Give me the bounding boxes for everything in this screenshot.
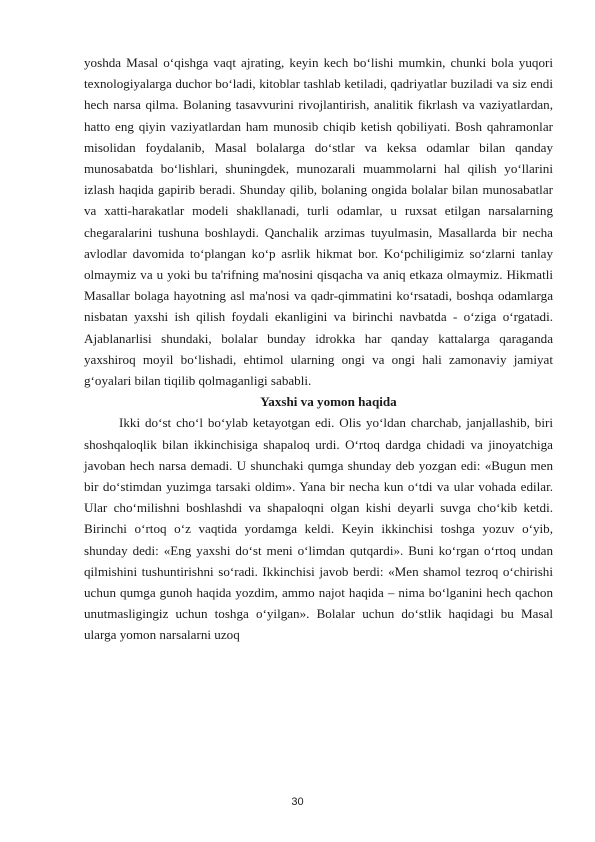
page-number: 30 [291, 796, 304, 808]
document-page [84, 52, 553, 646]
section-heading: Yaxshi va yomon haqida [260, 394, 397, 410]
body-paragraph: Ikki do‘st cho‘l bo‘ylab ketayotgan edi. Olis yo‘ldan charchab, janjallashib, biri shoshqaloqlik bilan ikkinchisiga shapaloq urdi. O‘rtoq dardga chidadi va jinoyatchiga javoban hech narsa demadi. U shunchaki qumga shunday deb yozgan edi: «Bugun men bir do‘stimdan yuzimga tarsaki oldim». Yana bir necha kun o‘tdi va ular vohada edilar. Ular cho‘milishni boshlashdi va shapaloqni olgan kishi deyarli suvga cho‘kib ketdi. Birinchi o‘rtoq o‘z vaqtida yordamga keldi. Keyin ikkinchisi toshga yozuv o‘yib, shunday dedi: «Eng yaxshi do‘st meni o‘limdan qutqardi». Buni ko‘rgan o‘rtoq undan qilmishini tushuntirishni so‘radi. Ikkinchisi javob berdi: «Men shamol tezroq o‘chirishi uchun qumga gunoh haqida yozdim, ammo najot haqida – nima bo‘lganini hech qachon unutmasligingiz uchun toshga o‘yilgan». Bolalar uchun do‘stlik haqidagi bu Masal ularga yomon narsalarni uzoq [84, 415, 553, 643]
body-paragraph: yoshda Masal o‘qishga vaqt ajrating, keyin kech bo‘lishi mumkin, chunki bola yuqori texnologiyalarga duchor bo‘ladi, kitoblar tashlab ketiladi, qadriyatlar buziladi va siz endi hech narsa qilma. Bolaning tasavvurini rivojlantirish, analitik fikrlash va vaziyatlardan, hatto eng qiyin vaziyatlardan ham munosib chiqib ketish qobiliyati. Bosh qahramonlar misolidan foydalanib, Masal bolalarga do‘stlar va keksa odamlar bilan qanday munosabatda bo‘lishlari, shuningdek, munozarali muammolarni hal qilish yo‘llarini izlash haqida gapirib beradi. Shunday qilib, bolaning ongida bolalar bilan munosabatlar va xatti-harakatlar modeli shakllanadi, turli odamlar, u ruxsat etilgan narsalarning chegaralarini tushuna boshlaydi. Qanchalik arzimas tuyulmasin, Masallarda bir necha avlodlar davomida to‘plangan ko‘p asrlik hikmat bor. Ko‘pchiligimiz so‘zlarni tanlay olmaymiz va u yoki bu ta'rifning ma'nosini qisqacha va aniq etkaza olmaymiz. Hikmatli Masallar bolaga hayotning asl ma'nosi va qadr-qimmatini ko‘rsatadi, boshqa odamlarga nisbatan yaxshi ish qilish foydali ekanligini va birinchi navbatda - o‘ziga o‘rgatadi. Ajablanarlisi shundaki, bolalar bunday idrokka har qanday kattalarga qaraganda yaxshiroq moyil bo‘lishadi, ehtimol ularning ongi va ongi hali zamonaviy jamiyat g‘oyalari bilan tiqilib qolmaganligi sababli. [84, 55, 553, 389]
